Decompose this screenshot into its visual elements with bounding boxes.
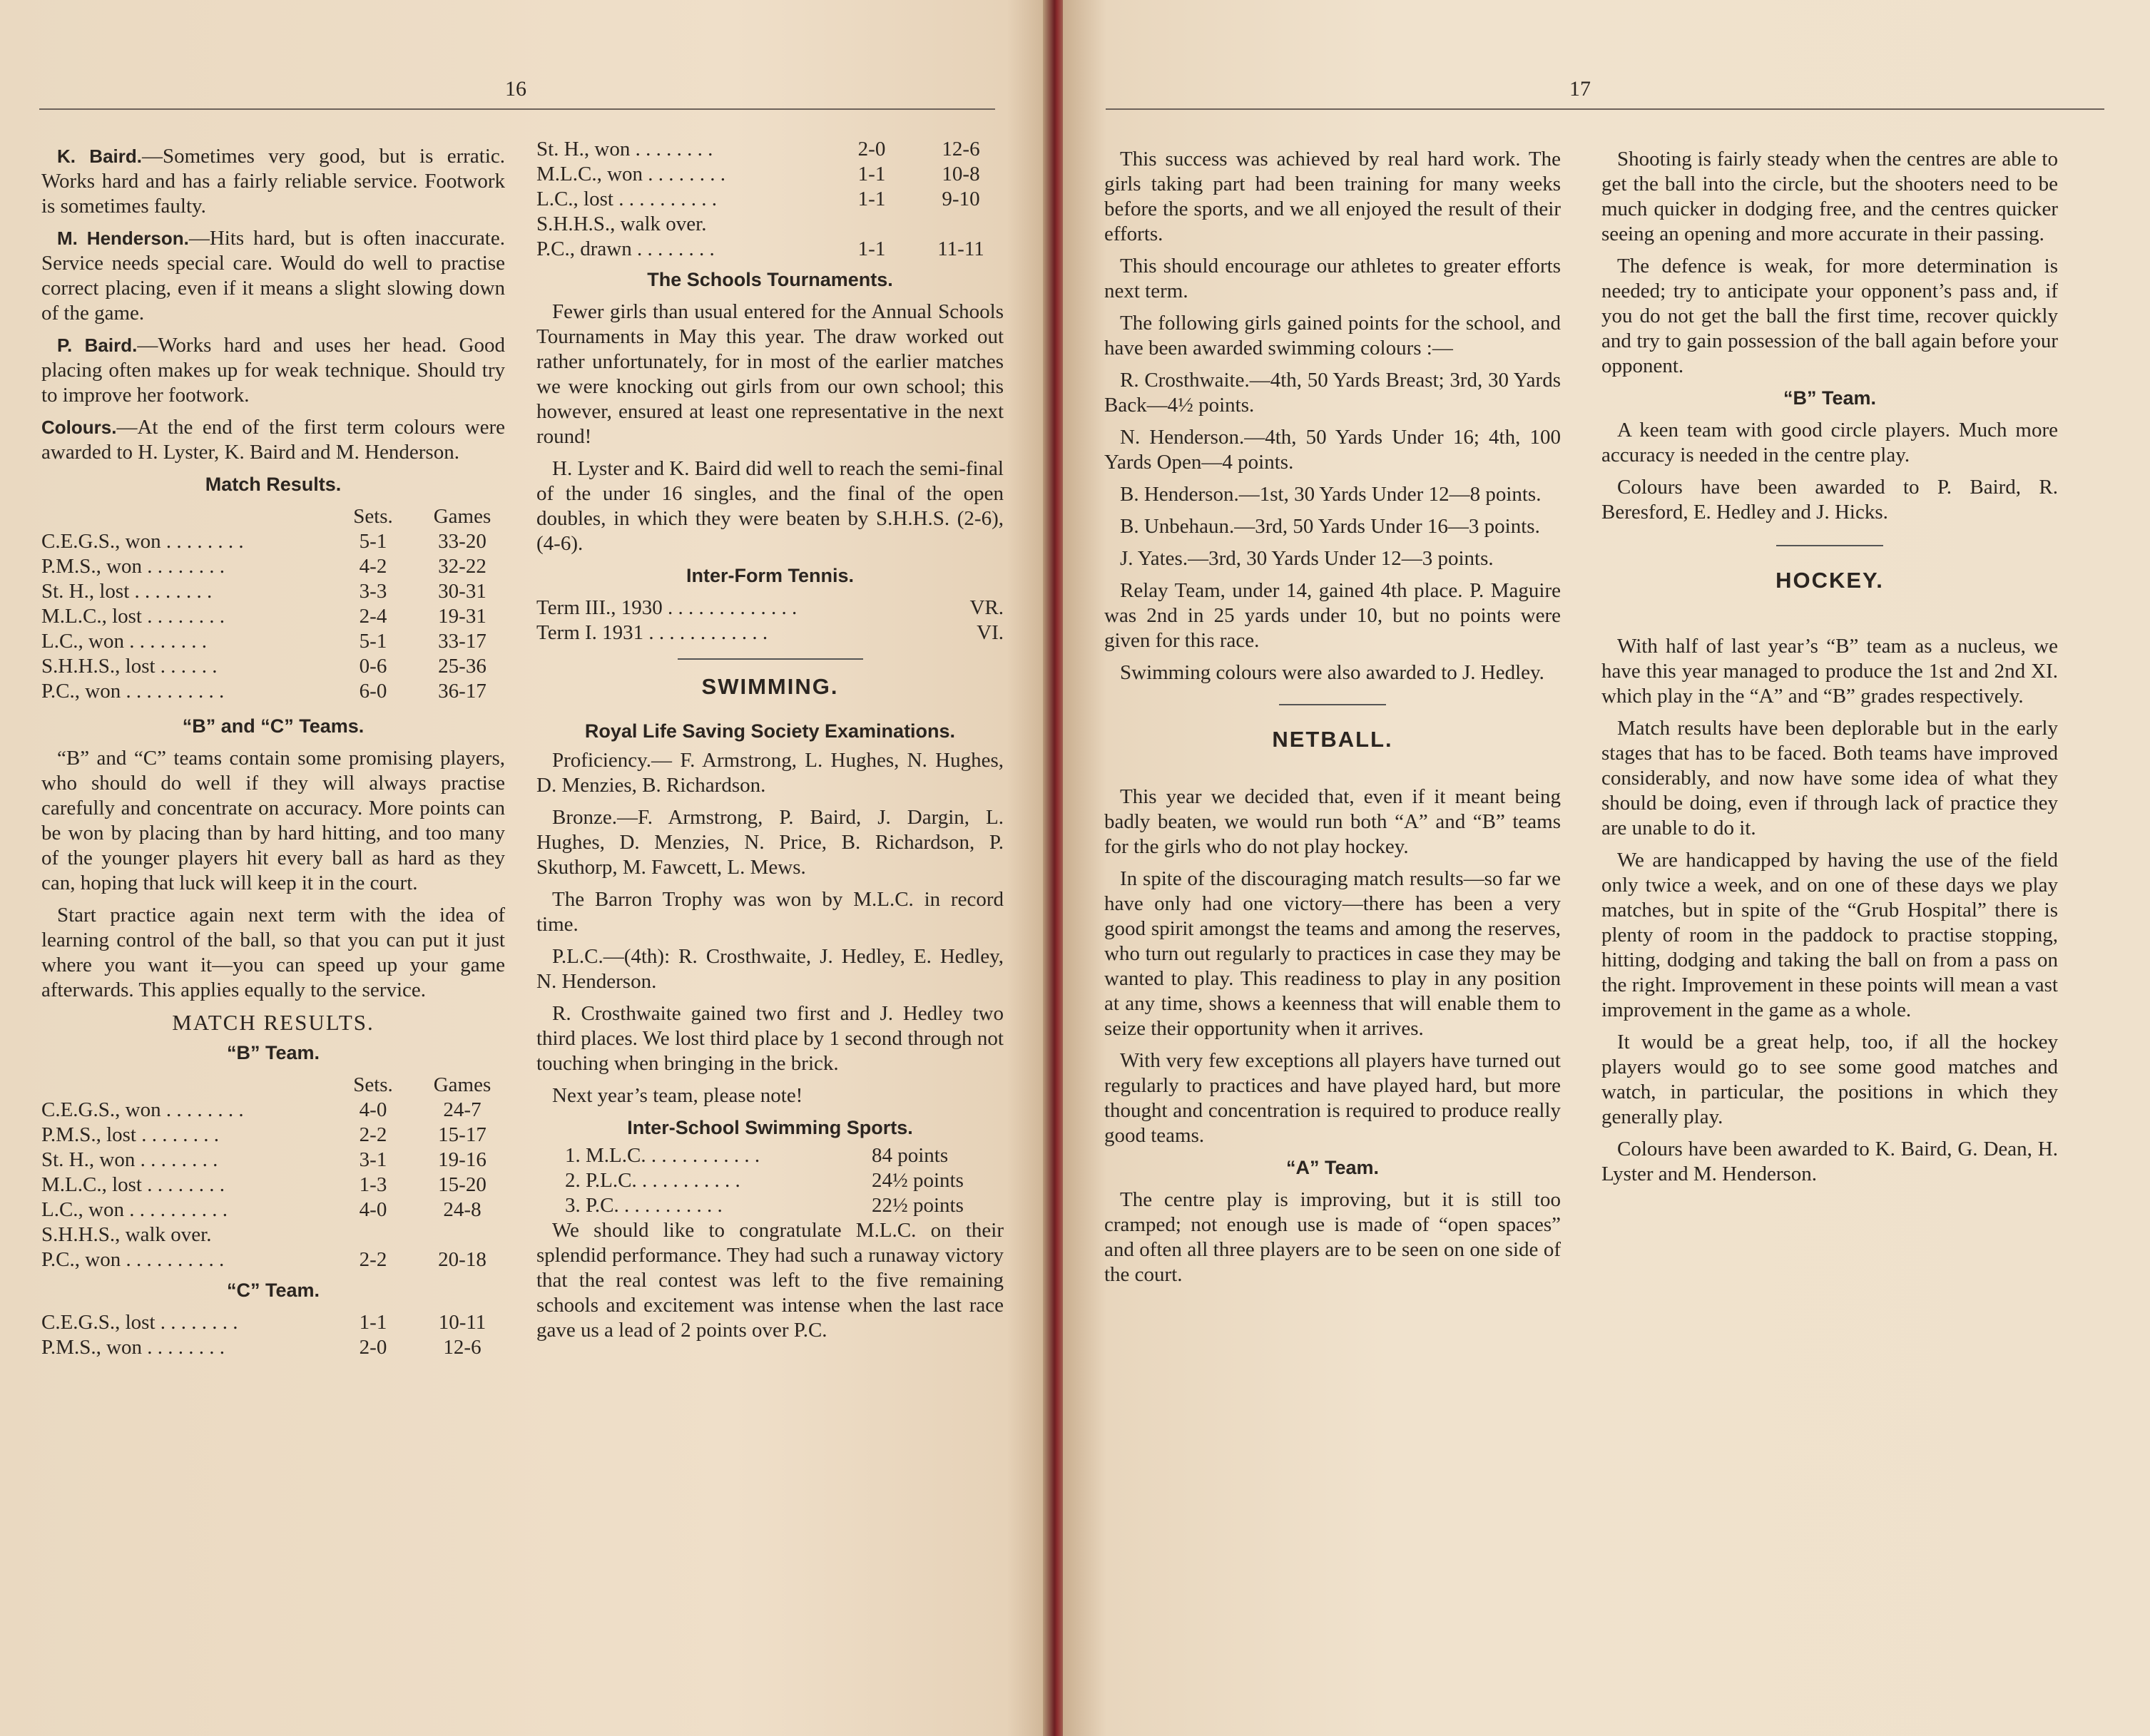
netball-paragraph: In spite of the discouraging match results—so far we have only had one victory—there has been a very good spirit amongst the teams and among the reserves, who turn out regularly to practices in case they may be wanted to play. This readiness to play in any position at any time, shows a keenness that will enable them to seize their opportunity when it arrives. <box>1104 867 1561 1040</box>
netball-paragraph: Shooting is fairly steady when the centres are able to get the ball into the circle, but the shooters need to be much quicker in dodging free, and the centres quicker seeing an opening and more accurate in their passing. <box>1601 148 2058 245</box>
sets-cell: 6-0 <box>359 680 387 703</box>
team-cell: C.E.G.S., won . . . . . . . . <box>41 530 244 553</box>
table-row <box>536 137 1004 162</box>
games-cell: 33-17 <box>438 630 486 653</box>
table-row <box>41 604 505 629</box>
team-cell: P.M.S., won . . . . . . . . <box>41 555 225 578</box>
sets-cell: 1-1 <box>359 1311 387 1334</box>
games-cell: 32-22 <box>438 555 486 578</box>
table-row <box>41 1310 505 1335</box>
team-cell: M.L.C., lost . . . . . . . . <box>41 1173 225 1196</box>
team-cell: M.L.C., lost . . . . . . . . <box>41 605 225 628</box>
team-cell: S.H.H.S., walk over. <box>536 213 707 235</box>
page-number-16: 16 <box>505 77 526 101</box>
hockey-heading: HOCKEY. <box>1775 568 1884 593</box>
colours-entry: B. Unbehaun.—3rd, 50 Yards Under 16—3 points. <box>1120 515 1540 538</box>
sets-cell: 1-1 <box>857 163 886 185</box>
colours-entry: N. Henderson.—4th, 50 Yards Under 16; 4th, 100 Yards Open—4 points. <box>1104 426 1561 474</box>
games-cell: 11-11 <box>937 238 984 260</box>
team-cell: C.E.G.S., lost . . . . . . . . <box>41 1311 238 1334</box>
relay-paragraph: Relay Team, under 14, gained 4th place. P. Maguire was 2nd in 25 yards under 10, but no points were given for this race. <box>1104 579 1561 652</box>
sets-header: Sets. <box>353 1073 393 1096</box>
match-results-caps-heading: MATCH RESULTS. <box>172 1010 375 1035</box>
match-results-heading: Match Results. <box>205 474 342 495</box>
colours-entry: J. Yates.—3rd, 30 Yards Under 12—3 points. <box>1120 547 1494 570</box>
table-row <box>565 1193 993 1218</box>
c-team-results-table <box>41 1310 505 1360</box>
player-name: K. Baird. <box>57 145 142 167</box>
page-number-17: 17 <box>1569 77 1591 101</box>
right-column-2 <box>1601 147 2058 1194</box>
b-team-results-table <box>41 1073 505 1272</box>
games-cell: 24-8 <box>443 1198 482 1221</box>
games-cell: 9-10 <box>942 188 980 210</box>
games-cell: 30-31 <box>438 580 486 603</box>
sets-cell: 0-6 <box>359 655 387 678</box>
player-comment: —Works hard and uses her head. Good placing often makes up for weak technique. Should try to improve her footwork. <box>41 334 505 407</box>
text-paragraph: The following girls gained points for the school, and have been awarded swimming colours :— <box>1104 312 1561 359</box>
table-row <box>41 579 505 604</box>
sets-cell: 4-0 <box>359 1198 387 1221</box>
games-cell: 15-20 <box>438 1173 486 1196</box>
games-cell: 19-31 <box>438 605 486 628</box>
header-rule <box>39 108 995 110</box>
table-row <box>536 237 1004 262</box>
proficiency-list: Proficiency.— F. Armstrong, L. Hughes, N. Hughes, D. Menzies, B. Richardson. <box>536 749 1004 797</box>
inter-form-tennis-heading: Inter-Form Tennis. <box>686 565 854 586</box>
points-cell: 22½ points <box>872 1194 964 1217</box>
points-cell: 24½ points <box>872 1169 964 1192</box>
table-row <box>536 162 1004 187</box>
team-cell: P.M.S., lost . . . . . . . . <box>41 1123 219 1146</box>
team-cell: C.E.G.S., won . . . . . . . . <box>41 1098 244 1121</box>
games-cell <box>918 212 1004 237</box>
b-team-colours: Colours have been awarded to P. Baird, R. Beresford, E. Hedley and J. Hicks. <box>1601 476 2058 524</box>
plc-team: P.L.C.—(4th): R. Crosthwaite, J. Hedley, E. Hedley, N. Henderson. <box>536 945 1004 993</box>
table-row <box>536 596 1004 621</box>
bronze-list: Bronze.—F. Armstrong, P. Baird, J. Dargin, L. Hughes, D. Menzies, N. Price, B. Richardson, P. Skuthorp, M. Fawcett, L. Mews. <box>536 806 1004 879</box>
table-row <box>41 1123 505 1148</box>
team-cell: L.C., lost . . . . . . . . . . <box>536 188 717 210</box>
team-cell: S.H.H.S., lost . . . . . . <box>41 655 218 678</box>
bc-teams-heading: “B” and “C” Teams. <box>182 715 365 737</box>
hockey-paragraph: Match results have been deplorable but in the early stages that has to be faced. Both teams have improved considerably, and now have some idea of what they should be doing, even if through lack of practice they are unable to do it. <box>1601 717 2058 839</box>
table-row <box>565 1168 993 1193</box>
place-cell: 2. P.L.C. . . . . . . . . . . <box>565 1169 740 1192</box>
left-column-1 <box>41 144 505 1360</box>
table-row <box>41 1098 505 1123</box>
left-page <box>0 0 1049 1736</box>
sets-cell: 3-1 <box>359 1148 387 1171</box>
team-cell: P.C., won . . . . . . . . . . <box>41 680 225 703</box>
games-cell: 15-17 <box>438 1123 486 1146</box>
points-cell: 84 points <box>872 1144 949 1167</box>
team-cell: St. H., won . . . . . . . . <box>41 1148 218 1171</box>
header-rule <box>1106 108 2104 110</box>
schools-paragraph: H. Lyster and K. Baird did well to reach the semi-final of the under 16 singles, and the final of the open doubles, in which they were beaten by S.H.H.S. (2-6), (4-6). <box>536 457 1004 555</box>
continued-results-table <box>536 137 1004 262</box>
sets-cell <box>825 212 918 237</box>
hockey-paragraph: We are handicapped by having the use of the field only twice a week, and on one of these days we play matches, but in spite of the “Grub Hospital” there is plenty of room in the paddock to practise stopping, hitting, dodging and taking the ball on from a pass on the right. Improvement in these points will mean a vast improvement in the game as a whole. <box>1601 849 2058 1021</box>
colours-text: —At the end of the first term colours were awarded to H. Lyster, K. Baird and M. Henderson. <box>41 416 505 464</box>
right-page <box>1063 0 2150 1736</box>
bc-paragraph: “B” and “C” teams contain some promising players, who should do well if they will always practise carefully and concentrate on accuracy. More points can be won by placing than by hard hitting, and too many of the younger players hit every ball as hard as they can, hoping that luck will keep it in the court. <box>41 747 505 894</box>
table-row <box>41 554 505 579</box>
team-cell: St. H., lost . . . . . . . . <box>41 580 213 603</box>
sets-cell: 2-0 <box>857 138 886 160</box>
table-row <box>565 1143 993 1168</box>
sets-cell: 2-0 <box>359 1336 387 1359</box>
bc-paragraph: Start practice again next term with the idea of learning control of the ball, so that you can put it just where you want it—you can speed up your game afterwards. This applies equally to the service. <box>41 904 505 1001</box>
games-cell: 10-11 <box>438 1311 486 1334</box>
table-row <box>41 1198 505 1222</box>
sets-cell: 4-2 <box>359 555 387 578</box>
sets-cell: 2-2 <box>359 1123 387 1146</box>
team-cell: L.C., won . . . . . . . . . . <box>41 1198 228 1221</box>
table-row <box>536 187 1004 212</box>
games-cell: 33-20 <box>438 530 486 553</box>
table-row <box>536 621 1004 645</box>
games-cell: 36-17 <box>438 680 486 703</box>
colours-entry: R. Crosthwaite.—4th, 50 Yards Breast; 3rd, 30 Yards Back—4½ points. <box>1104 369 1561 417</box>
term-cell: Term III., 1930 . . . . . . . . . . . . . <box>536 596 798 619</box>
player-name: P. Baird. <box>57 335 138 356</box>
games-cell: 12-6 <box>942 138 980 160</box>
winner-cell: VI. <box>977 621 1004 644</box>
b-team-paragraph: A keen team with good circle players. Much more accuracy is needed in the centre play. <box>1601 419 2058 466</box>
b-team-heading: “B” Team. <box>1783 387 1877 409</box>
table-row <box>536 212 1004 237</box>
table-row <box>41 679 505 704</box>
team-cell: P.C., won . . . . . . . . . . <box>41 1248 225 1271</box>
table-row <box>41 629 505 654</box>
next-year-note: Next year’s team, please note! <box>552 1084 803 1107</box>
b-team-heading: “B” Team. <box>226 1042 320 1063</box>
sets-cell: 1-1 <box>857 188 886 210</box>
games-header: Games <box>433 1073 491 1096</box>
sets-cell <box>327 1222 419 1247</box>
games-cell: 19-16 <box>438 1148 486 1171</box>
colours-label: Colours. <box>41 417 117 438</box>
barron-trophy: The Barron Trophy was won by M.L.C. in record time. <box>536 888 1004 936</box>
player-name: M. Henderson. <box>57 228 189 249</box>
table-row <box>41 529 505 554</box>
sets-cell: 4-0 <box>359 1098 387 1121</box>
section-divider <box>678 658 863 660</box>
colours-entry: B. Henderson.—1st, 30 Yards Under 12—8 points. <box>1120 483 1542 506</box>
text-paragraph: This should encourage our athletes to greater efforts next term. <box>1104 255 1561 302</box>
swimming-heading: SWIMMING. <box>701 674 839 699</box>
games-cell: 25-36 <box>438 655 486 678</box>
sets-header: Sets. <box>353 505 393 528</box>
table-row <box>41 1335 505 1360</box>
table-row <box>41 1222 505 1247</box>
games-cell: 24-7 <box>443 1098 482 1121</box>
c-team-heading: “C” Team. <box>226 1280 320 1301</box>
team-cell: M.L.C., won . . . . . . . . <box>536 163 726 185</box>
table-row <box>41 654 505 679</box>
hockey-paragraph: It would be a great help, too, if all the hockey players would go to see some good matches and watch, in particular, the positions in which they generally play. <box>1601 1031 2058 1128</box>
congratulate-para: We should like to congratulate M.L.C. on their splendid performance. They had such a runaway victory that the real contest was left to the five remaining schools and excitement was intense when the last race gave us a lead of 2 points over P.C. <box>536 1219 1004 1342</box>
hockey-colours: Colours have been awarded to K. Baird, G. Dean, H. Lyster and M. Henderson. <box>1601 1138 2058 1185</box>
player-comment: —Hits hard, but is often inaccurate. Service needs special care. Would do well to practise correct placing, even if it means a slight slowing down of the game. <box>41 227 505 325</box>
text-paragraph: Swimming colours were also awarded to J. Hedley. <box>1120 661 1544 684</box>
match-results-table <box>41 504 505 704</box>
team-cell: S.H.H.S., walk over. <box>41 1223 212 1246</box>
netball-paragraph: The defence is weak, for more determination is needed; try to anticipate your opponent’s pass and, if you do not get the ball the first time, recover quickly and try to gain possession of the ball again before your opponent. <box>1601 255 2058 377</box>
player-comment: —Sometimes very good, but is erratic. Works hard and has a fairly reliable service. Footwork is sometimes faulty. <box>41 145 505 218</box>
team-cell: L.C., won . . . . . . . . <box>41 630 207 653</box>
sets-cell: 2-2 <box>359 1248 387 1271</box>
games-header: Games <box>433 505 491 528</box>
sets-cell: 5-1 <box>359 530 387 553</box>
inter-school-swimming-heading: Inter-School Swimming Sports. <box>627 1117 913 1138</box>
a-team-paragraph: The centre play is improving, but it is still too cramped; not enough use is made of “open spaces” and often all three players are to be seen on one side of the court. <box>1104 1188 1561 1286</box>
table-row <box>41 1148 505 1173</box>
winner-cell: VR. <box>969 596 1004 619</box>
term-cell: Term I. 1931 . . . . . . . . . . . . <box>536 621 768 644</box>
table-row <box>41 1247 505 1272</box>
schools-tournaments-heading: The Schools Tournaments. <box>647 269 893 290</box>
right-column-1 <box>1104 147 1561 1295</box>
text-paragraph: This success was achieved by real hard work. The girls taking part had been training for many weeks before the sports, and we all enjoyed the result of their efforts. <box>1104 148 1561 245</box>
hockey-paragraph: With half of last year’s “B” team as a nucleus, we have this year managed to produce the 1st and 2nd XI. which play in the “A” and “B” grades respectively. <box>1601 635 2058 708</box>
games-cell: 12-6 <box>443 1336 482 1359</box>
place-cell: 3. P.C. . . . . . . . . . . <box>565 1194 723 1217</box>
sets-cell: 1-1 <box>857 238 886 260</box>
netball-paragraph: This year we decided that, even if it meant being badly beaten, we would run both “A” and “B” teams for the girls who do not play hockey. <box>1104 785 1561 858</box>
sets-cell: 3-3 <box>359 580 387 603</box>
team-cell: P.M.S., won . . . . . . . . <box>41 1336 225 1359</box>
team-cell: St. H., won . . . . . . . . <box>536 138 713 160</box>
left-column-2 <box>536 137 1004 1350</box>
place-cell: 1. M.L.C. . . . . . . . . . . . <box>565 1144 760 1167</box>
crosthwaite-para: R. Crosthwaite gained two first and J. Hedley two third places. We lost third place by 1 second through not touching when bringing in the brick. <box>536 1002 1004 1075</box>
netball-heading: NETBALL. <box>1272 727 1393 752</box>
sets-cell: 2-4 <box>359 605 387 628</box>
a-team-heading: “A” Team. <box>1285 1157 1380 1178</box>
rlss-heading: Royal Life Saving Society Examinations. <box>584 720 956 742</box>
inter-school-results <box>565 1143 993 1218</box>
table-row <box>41 1173 505 1198</box>
games-cell: 20-18 <box>438 1248 486 1271</box>
sets-cell: 5-1 <box>359 630 387 653</box>
schools-paragraph: Fewer girls than usual entered for the Annual Schools Tournaments in May this year. The draw worked out rather unfortunately, for in most of the earlier matches we were knocking out girls from our own school; this however, ensured at least one representative in the next round! <box>536 300 1004 448</box>
games-cell: 10-8 <box>942 163 980 185</box>
section-divider <box>1776 545 1883 546</box>
sets-cell: 1-3 <box>359 1173 387 1196</box>
section-divider <box>1279 704 1386 705</box>
inter-form-table <box>536 596 1004 645</box>
games-cell <box>419 1222 505 1247</box>
netball-paragraph: With very few exceptions all players have turned out regularly to practices and have played hard, but more thought and concentration is required to produce really good teams. <box>1104 1049 1561 1147</box>
team-cell: P.C., drawn . . . . . . . . <box>536 238 715 260</box>
